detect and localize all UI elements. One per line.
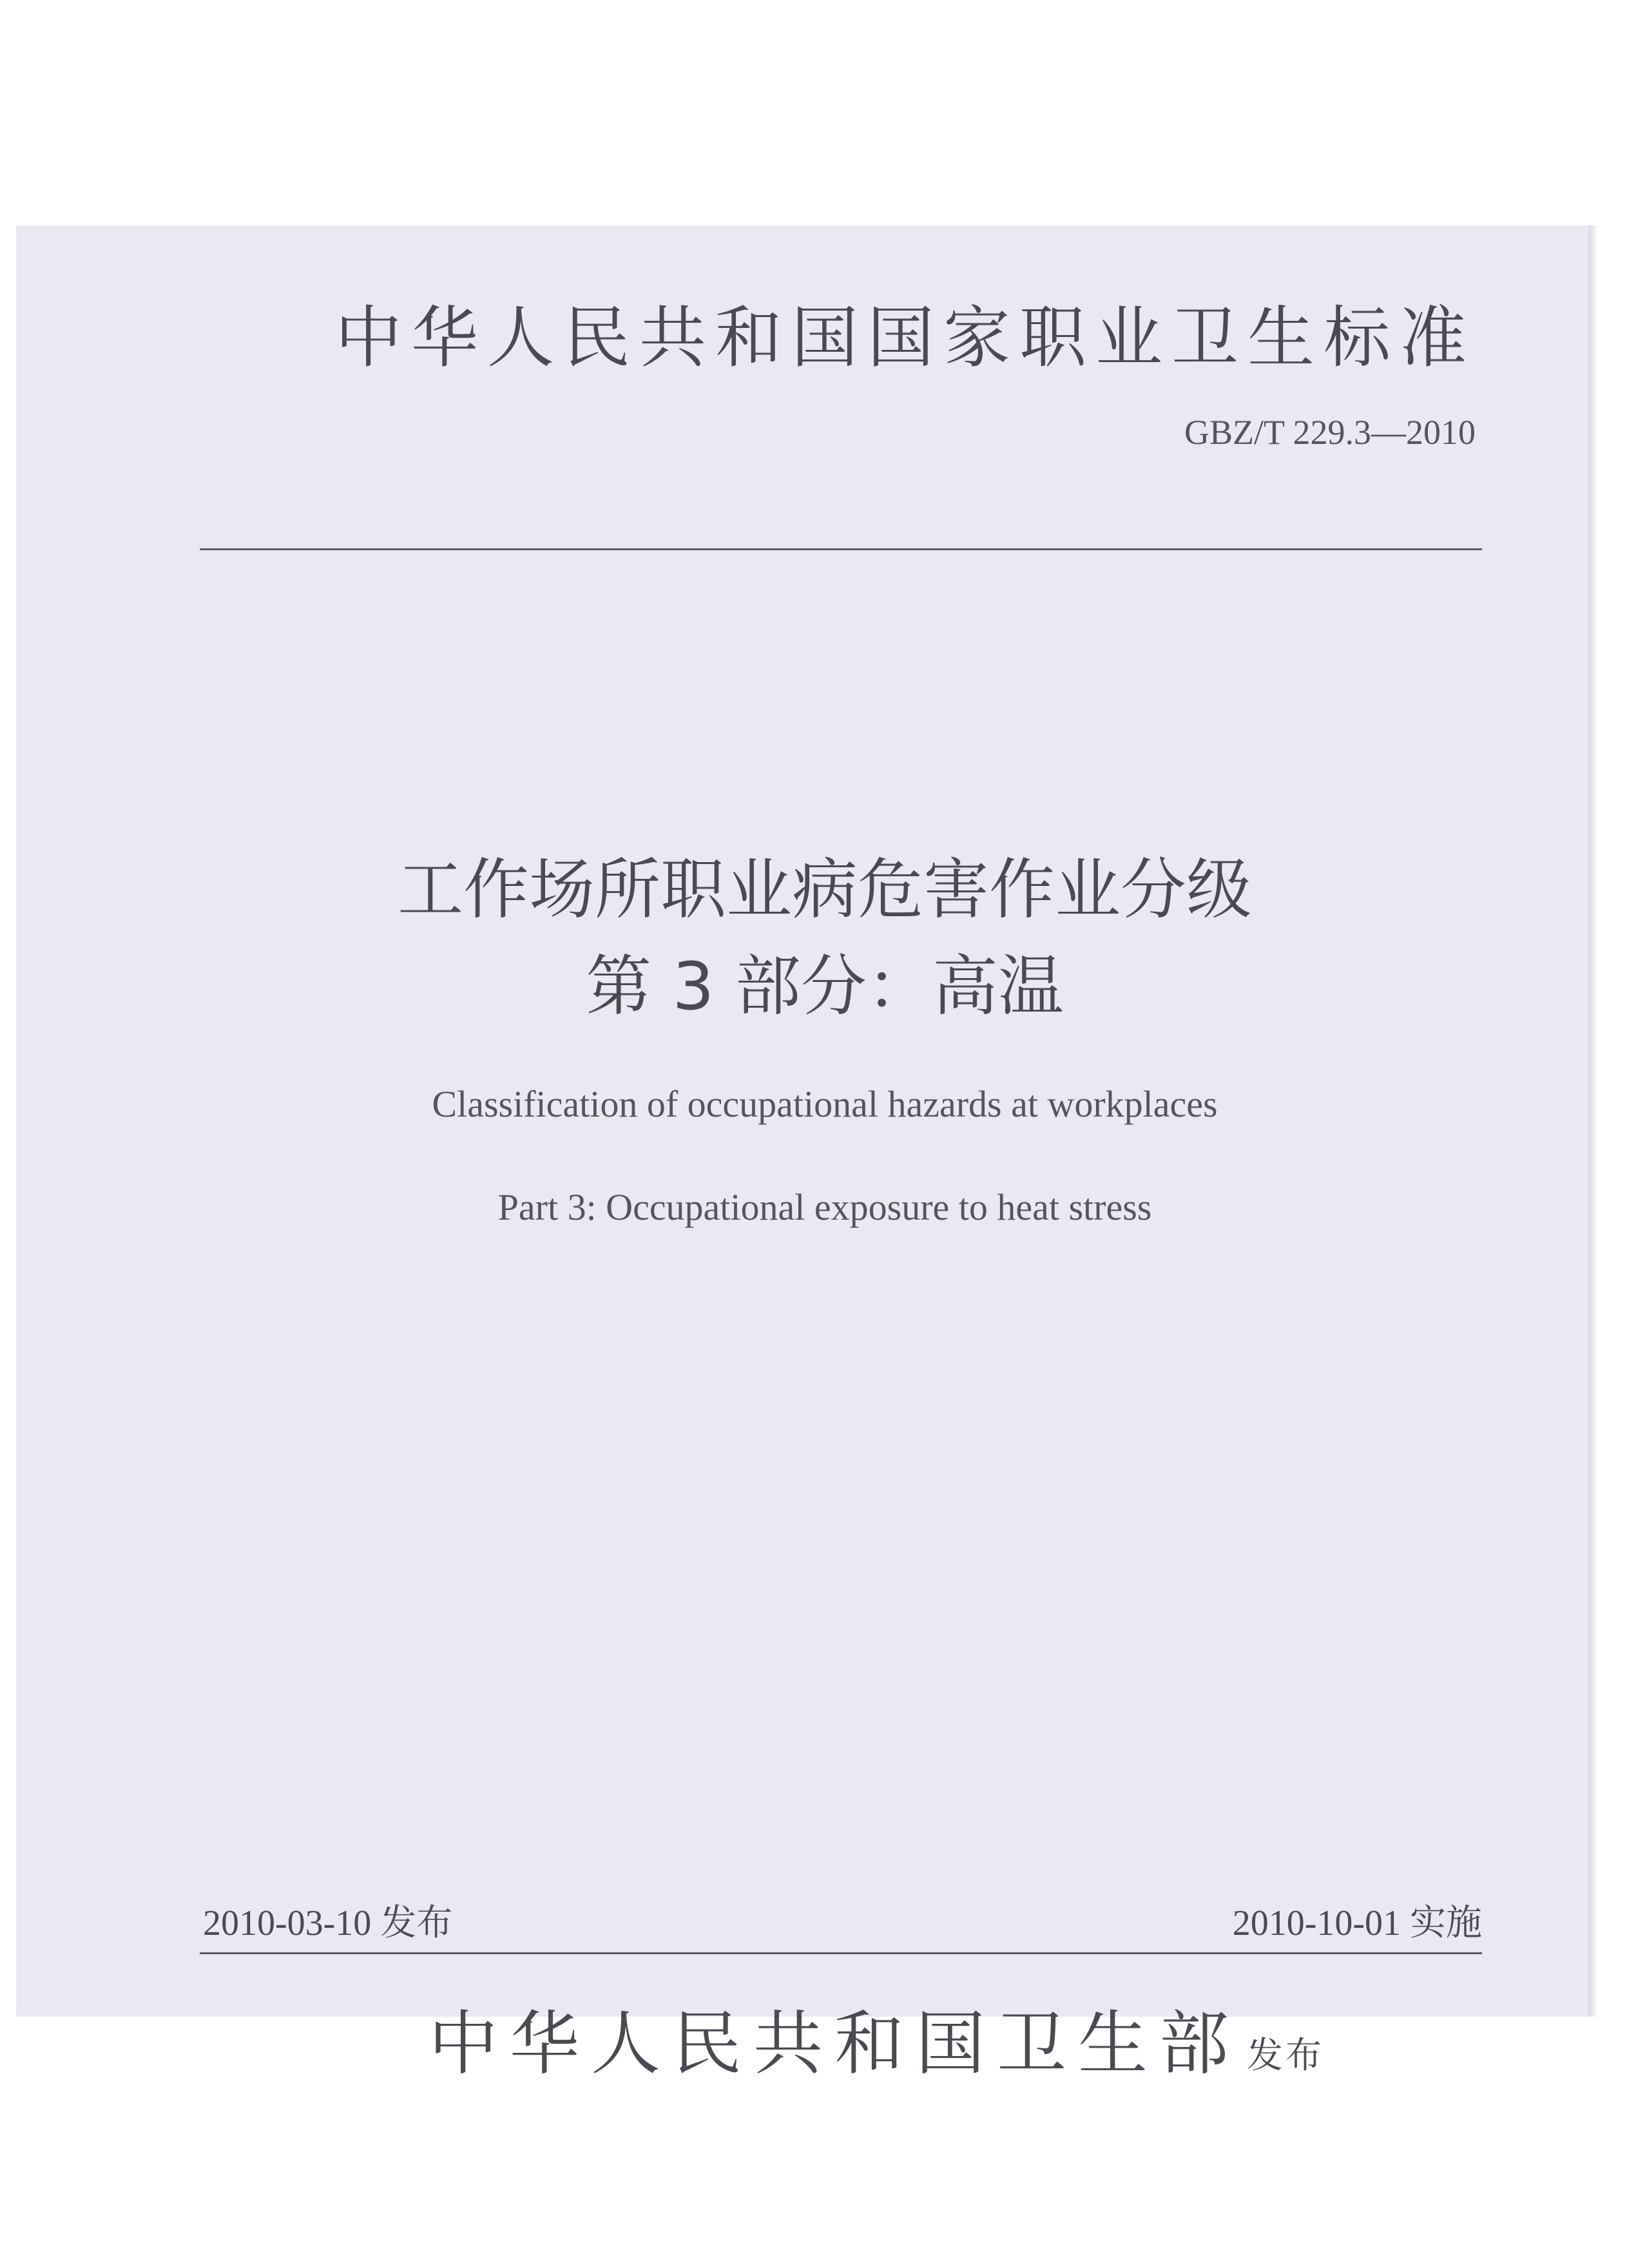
issuer-suffix: 发布: [1247, 2035, 1325, 2077]
footer-divider: [200, 1952, 1482, 1954]
issuer-name: 中华人民共和国卫生部: [428, 2004, 1241, 2084]
english-title-line-2: Part 3: Occupational exposure to heat stress: [497, 1186, 1152, 1228]
chinese-title-line-1: 工作场所职业病危害作业分级: [398, 852, 1252, 928]
issuer-line: [428, 1988, 1324, 2088]
header-divider: [200, 548, 1482, 550]
issuer-region: [16, 1988, 1588, 2084]
scan-edge-shadow: [1588, 226, 1596, 2017]
issue-date: 2010-03-10 发布: [203, 1903, 453, 1943]
chinese-title-line-2: 第 3 部分：高温: [586, 948, 1064, 1025]
english-title-line-1: Classification of occupational hazards at workplaces: [432, 1083, 1218, 1125]
standard-category-title: 中华人民共和国国家职业卫生标准: [334, 298, 1476, 377]
standard-number: GBZ/T 229.3—2010: [1184, 413, 1476, 452]
effective-date: 2010-10-01 实施: [1232, 1903, 1482, 1943]
